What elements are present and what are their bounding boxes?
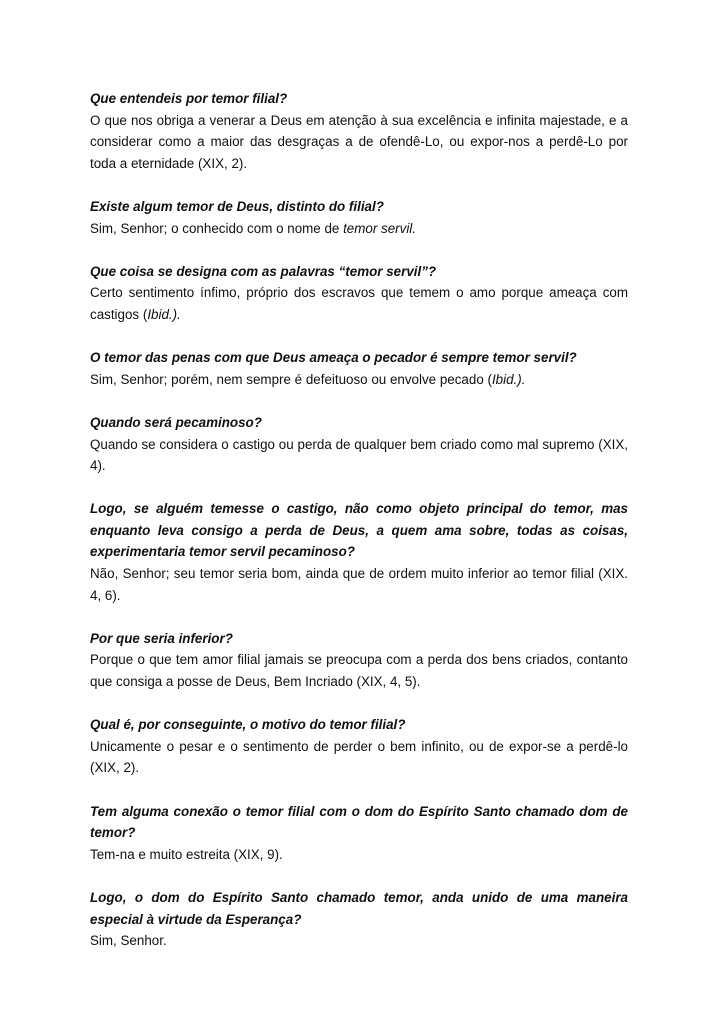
- qa-block: [90, 887, 628, 952]
- question: Por que seria inferior?: [90, 630, 233, 646]
- question: O temor das penas com que Deus ameaça o pecador é sempre temor servil?: [90, 350, 577, 366]
- answer: Quando se considera o castigo ou perda de qualquer bem criado como mal supremo (XIX, 4).: [90, 436, 628, 474]
- answer-text: Sim, Senhor; o conhecido com o nome de: [90, 220, 344, 236]
- document-page: [90, 88, 628, 973]
- answer-italic-text: Ibid.).: [147, 306, 181, 322]
- answer-italic-text: Ibid.).: [491, 371, 526, 387]
- answer: Não, Senhor; seu temor seria bom, ainda que de ordem muito inferior ao temor filial (XIX. 4, 6).: [90, 566, 628, 603]
- qa-block: [90, 347, 628, 390]
- question: Qual é, por conseguinte, o motivo do temor filial?: [90, 717, 406, 733]
- question: Logo, se alguém temesse o castigo, não como objeto principal do temor, mas enquanto leva consigo a perda de Deus, a quem ama sobre, todas as coisas, experimentaria temor servil pecaminoso?: [90, 501, 628, 560]
- qa-block: [90, 498, 628, 606]
- answer: [90, 369, 628, 391]
- answer: Porque o que tem amor filial jamais se preocupa com a perda dos bens criados, contanto que consiga a posse de Deus, Bem Incriado (XIX, 4, 5).: [90, 652, 628, 690]
- answer: Sim, Senhor.: [90, 933, 167, 949]
- question: Existe algum temor de Deus, distinto do filial?: [90, 198, 384, 214]
- answer: [90, 282, 628, 325]
- answer-text: Certo sentimento ínfimo, próprio dos escravos que temem o amo porque ameaça com castigos (: [90, 285, 628, 322]
- question: Logo, o dom do Espírito Santo chamado temor, anda unido de uma maneira especial à virtude da Esperança?: [90, 889, 628, 927]
- answer: O que nos obriga a venerar a Deus em atenção à sua excelência e infinita majestade, e a considerar como a maior das desgraças a de ofendê-Lo, ou expor-nos a perdê-Lo por toda a eternidade (XIX, 2).: [90, 112, 628, 171]
- qa-block: [90, 88, 628, 174]
- qa-block: [90, 261, 628, 326]
- answer: Tem-na e muito estreita (XIX, 9).: [90, 846, 283, 862]
- answer: [90, 218, 628, 240]
- question: Quando será pecaminoso?: [90, 414, 262, 430]
- answer-text: Sim, Senhor; porém, nem sempre é defeituoso ou envolve pecado (: [90, 371, 492, 387]
- question: Que coisa se designa com as palavras “temor servil”?: [90, 263, 437, 279]
- answer-italic-text: temor servil.: [343, 220, 416, 236]
- question: Que entendeis por temor filial?: [90, 91, 288, 106]
- qa-block: [90, 196, 628, 239]
- qa-block: [90, 628, 628, 693]
- answer: Unicamente o pesar e o sentimento de perder o bem infinito, ou de expor-se a perdê-lo (XIX, 2).: [90, 738, 628, 776]
- qa-block: [90, 801, 628, 866]
- qa-block: [90, 412, 628, 477]
- qa-block: [90, 714, 628, 779]
- question: Tem alguma conexão o temor filial com o dom do Espírito Santo chamado dom de temor?: [90, 803, 628, 841]
